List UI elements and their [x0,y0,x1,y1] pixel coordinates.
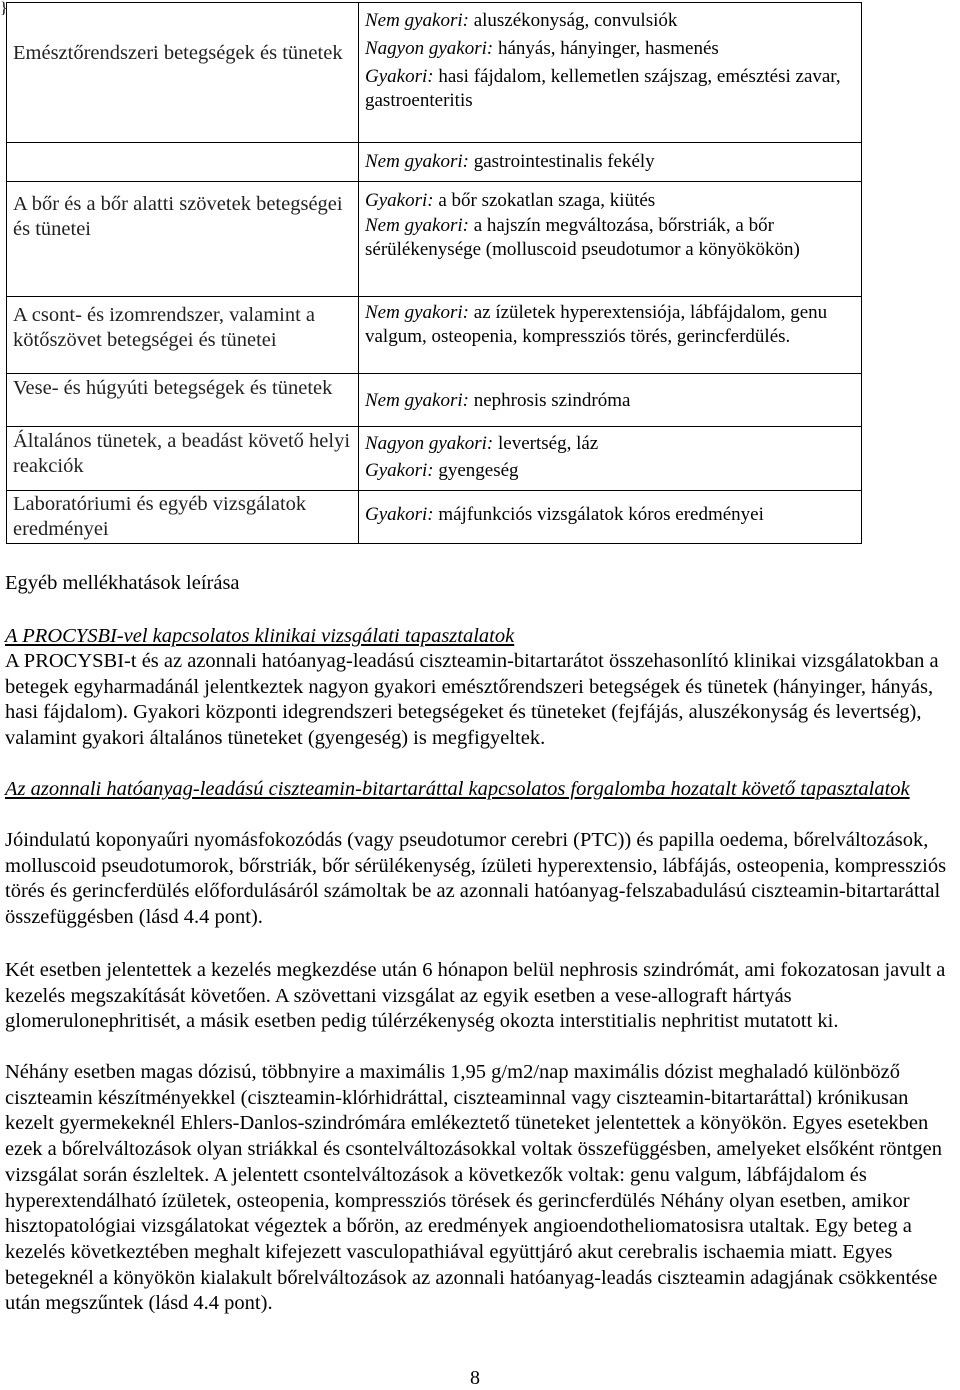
category-cell [7,3,359,143]
paragraph: A PROCYSBI-t és az azonnali hatóanyag-leadású ciszteamin-bitartarátot összehasonlító klinikai vizsgálatokban a betegek egyharmadánál jelentkeztek nagyon gyakori emésztőrendszeri betegségek és tünetek (hányinger, hányás, hasi fájdalom). Gyakori központi idegrendszeri betegségeket és tüneteket (fejfájás, aluszékonyság és levertség), valamint gyakori általános tüneteket (gyengeség) is megfigyeltek. [5,650,939,750]
category-cell [7,374,359,427]
effect-entry: Gyakori: a bőr szokatlan szaga, kiütés [365,190,656,211]
page-number: 8 [470,1367,480,1389]
category-label: A bőr és a bőr alatti szövetek betegségei és tünetei [13,193,343,240]
section-heading: Egyéb mellékhatások leírása [5,572,240,594]
effect-entry: Nem gyakori: aluszékonyság, convulsiók [365,10,678,31]
adverse-effects-table [6,2,862,544]
table-row [7,143,862,182]
effect-entry: Nem gyakori: gastrointestinalis fekély [365,151,655,172]
effects-cell [359,297,862,374]
category-label: Általános tünetek, a beadást követő helyi reakciók [13,430,351,477]
subsection-title: A PROCYSBI-vel kapcsolatos klinikai vizsgálati tapasztalatok [5,625,515,647]
category-cell [7,297,359,374]
effects-cell [359,491,862,544]
subsection-title: Az azonnali hatóanyag-leadású ciszteamin-bitartaráttal kapcsolatos forgalomba hozatalt követő tapasztalatok [5,778,910,800]
table-row [7,3,862,143]
category-label: Laboratóriumi és egyéb vizsgálatok eredményei [13,493,307,540]
effects-cell [359,3,862,143]
table-row [7,427,862,491]
effect-entry: Nagyon gyakori: hányás, hányinger, hasmenés [365,38,719,59]
table-row [7,297,862,374]
table-row [7,182,862,297]
category-label: Emésztőrendszeri betegségek és tünetek [13,42,343,64]
paragraph: Jóindulatú koponyaűri nyomásfokozódás (vagy pseudotumor cerebri (PTC)) és papilla oedema, bőrelváltozások, molluscoid pseudotumorok, bőrstriák, bőr sérülékenység, ízületi hyperextensio, lábfájás, osteopenia, kompressziós törés és gerincferdülés előfordulásáról számoltak be az azonnali hatóanyag-felszabadulású ciszteamin-bitartaráttal összefüggésben (lásd 4.4 pont). [5,829,947,929]
table-row [7,374,862,427]
table-row [7,491,862,544]
paragraph: Két esetben jelentettek a kezelés megkezdése után 6 hónapon belül nephrosis szindrómát, ami fokozatosan javult a kezelés megszakítását követően. A szövettani vizsgálat az egyik esetben a vese-allograft hártyás glomerulonephritisét, a másik esetben pedig túlérzékenység okozta interstitialis nephritist mutatott ki. [5,959,946,1033]
effects-cell [359,143,862,182]
category-cell [7,491,359,544]
document-page: } Emésztőrendszeri betegségek és tünetek Nem gyakori: aluszékonyság, convulsiók Nagyon gyakori: hányás, hányinger, hasmenés Gyakori: hasi fájdalom, kellemetlen szájszag, emésztési zavar, gastroenteritis Nem gyakori: gastrointestinalis fekély A bőr és a bőr alatti szövetek betegségei és tünetei Gyakori: a bőr szokatlan szaga, kiütés Nem gyakori: a hajszín megváltozása, bőrstriák, a bőr sérülékenysége (molluscoid pseudotumor a könyökökön) A csont- és izomrendszer, valamint a kötőszövet betegségei és tünetei Nem gyakori: az ízületek hyperextensiója, lábfájdalom, genu valgum, osteopenia, kompressziós törés, gerincferdülés. Vese- és húgyúti betegségek és tünetek Nem gyakori: nephrosis szindróma Általános tünetek, a beadást követő helyi reakciók Nagyon gyakori: levertség, láz Gyakori: gyengeség Laboratóriumi és egyéb vizsgálatok eredményei Gyakori: májfunkciós vizsgálatok kóros eredményei Egyéb mellékhatások leírása A PROCYSBI-vel kapcsolatos klinikai vizsgálati tapasztalatok A PROCYSBI-t és az azonnali hatóanyag-leadású ciszteamin-bitartarátot összehasonlító klinikai vizsgálatokban a betegek egyharmadánál jelentkeztek nagyon gyakori emésztőrendszeri betegségek és tünetek (hányinger, hányás, hasi fájdalom). Gyakori központi idegrendszeri betegségeket és tüneteket (fejfájás, aluszékonyság és levertség), valamint gyakori általános tüneteket (gyengeség) is megfigyeltek. Az azonnali hatóanyag-leadású ciszteamin-bitartaráttal kapcsolatos forgalomba hozatalt követő tapasztalatok Jóindulatú koponyaűri nyomásfokozódás (vagy pseudotumor cerebri (PTC)) és papilla oedema, bőrelváltozások, molluscoid pseudotumorok, bőrstriák, bőr sérülékenység, ízületi hyperextensio, lábfájás, osteopenia, kompressziós törés és gerincferdülés előfordulásáról számoltak be az azonnali hatóanyag-felszabadulású ciszteamin-bitartaráttal összefüggésben (lásd 4.4 pont). Két esetben jelentettek a kezelés megkezdése után 6 hónapon belül nephrosis szindrómát, ami fokozatosan javult a kezelés megszakítását követően. A szövettani vizsgálat az egyik esetben a vese-allograft hártyás glomerulonephritisét, a másik esetben pedig túlérzékenység okozta interstitialis nephritist mutatott ki. Néhány esetben magas dózisú, többnyire a maximális 1,95 g/m2/nap maximális dózist meghaladó különböző ciszteamin készítményekkel (ciszteamin-klórhidráttal, ciszteaminnal vagy ciszteamin-bitartaráttal) krónikusan kezelt gyermekeknél Ehlers-Danlos-szindrómára emlékeztető tüneteket jelentettek a könyökön. Egyes esetekben ezek a bőrelváltozások olyan striákkal és csontelváltozásokkal voltak összefüggésben, amelyeket elsőként röntgen vizsgálat során észleltek. A jelentett csontelváltozások a következők voltak: genu valgum, lábfájdalom és hyperextendálható ízületek, osteopenia, kompressziós törések és gerincferdülés Néhány olyan esetben, amikor hisztopatológiai vizsgálatokat végeztek a bőrön, az eredmények angioendotheliomatosisra utaltak. Egy beteg a kezelés következtében meghalt kifejezett vasculopathiával együttjáró akut cerebralis ischaemia miatt. Egyes betegeknél a könyökön kialakult bőrelváltozások az azonnali hatóanyag-leadás ciszteamin adagjának csökkentése után megszűntek (lásd 4.4 pont). 8 [0,0,960,1389]
category-cell [7,182,359,297]
effect-entry: Nem gyakori: az ízületek hyperextensiója, lábfájdalom, genu valgum, osteopenia, kompressziós törés, gerincferdülés. [365,302,828,347]
paragraph: Néhány esetben magas dózisú, többnyire a maximális 1,95 g/m2/nap maximális dózist meghaladó különböző ciszteamin készítményekkel (ciszteamin-klórhidráttal, ciszteaminnal vagy ciszteamin-bitartaráttal) krónikusan kezelt gyermekeknél Ehlers-Danlos-szindrómára emlékeztető tüneteket jelentettek a könyökön. Egyes esetekben ezek a bőrelváltozások olyan striákkal és csontelváltozásokkal voltak összefüggésben, amelyeket elsőként röntgen vizsgálat során észleltek. A jelentett csontelváltozások a következők voltak: genu valgum, lábfájdalom és hyperextendálható ízületek, osteopenia, kompressziós törések és gerincferdülés Néhány olyan esetben, amikor hisztopatológiai vizsgálatokat végeztek a bőrön, az eredmények angioendotheliomatosisra utaltak. Egy beteg a kezelés következtében meghalt kifejezett vasculopathiával együttjáró akut cerebralis ischaemia miatt. Egyes betegeknél a könyökön kialakult bőrelváltozások az azonnali hatóanyag-leadás ciszteamin adagjának csökkentése után megszűntek (lásd 4.4 pont). [5,1061,942,1315]
category-label: Vese- és húgyúti betegségek és tünetek [13,377,333,399]
effect-entry: Nem gyakori: a hajszín megváltozása, bőrstriák, a bőr sérülékenysége (molluscoid pseudotumor a könyökökön) [365,215,800,260]
effect-entry: Nem gyakori: nephrosis szindróma [365,390,631,411]
category-cell [7,143,359,182]
category-cell [7,427,359,491]
effect-entry: Nagyon gyakori: levertség, láz [365,433,599,454]
effects-cell [359,374,862,427]
effects-cell [359,182,862,297]
effect-entry: Gyakori: gyengeség [365,460,519,481]
effect-entry: Gyakori: májfunkciós vizsgálatok kóros eredményei [365,504,764,525]
effect-entry: Gyakori: hasi fájdalom, kellemetlen szájszag, emésztési zavar, gastroenteritis [365,66,841,111]
category-label: A csont- és izomrendszer, valamint a kötőszövet betegségei és tünetei [13,304,316,351]
effects-cell [359,427,862,491]
